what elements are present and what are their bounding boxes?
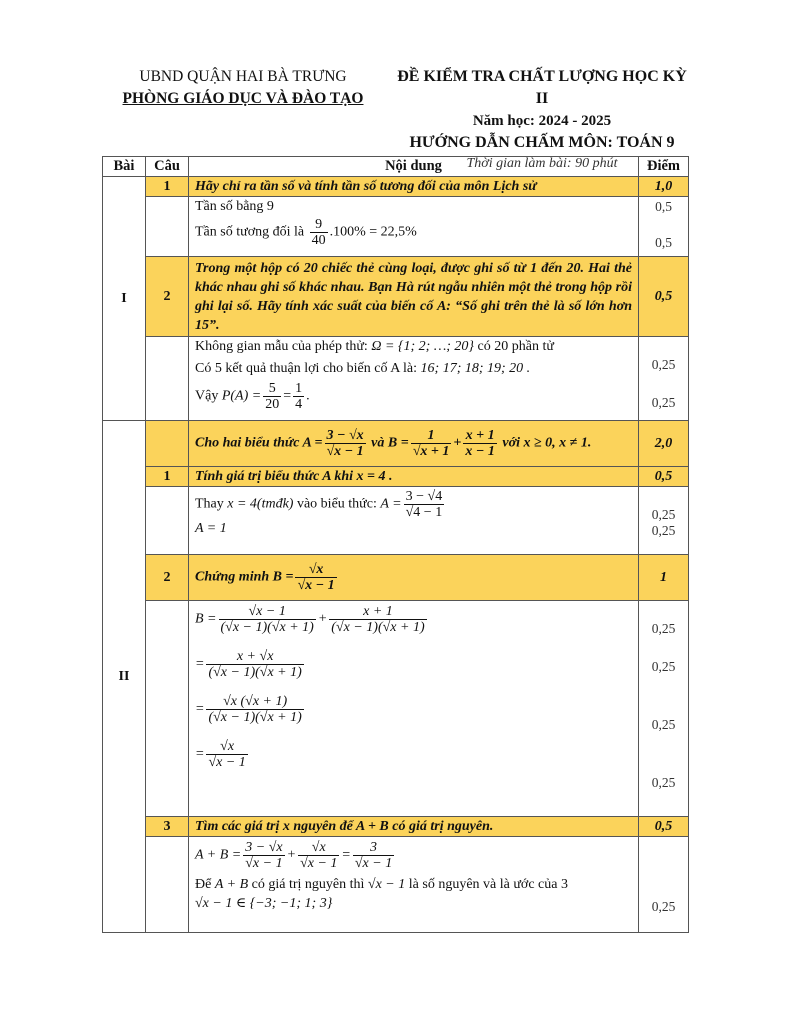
table-row <box>103 487 689 555</box>
authority: UBND QUẬN HAI BÀ TRƯNG <box>139 68 347 85</box>
fraction: $\frac{3 - √x}{√x - 1}$ <box>245 840 283 871</box>
table-row <box>103 555 689 601</box>
header-left <box>112 66 374 110</box>
answer-line: Vậy P(A) = $\frac{5}{20}$ = $\frac{1}{4}$ . <box>195 381 310 412</box>
question-number: 1 <box>146 467 189 487</box>
table-header-row <box>103 157 689 177</box>
fraction: $\frac{√x (√x + 1)}{(√x - 1)(√x + 1)}$ <box>208 694 302 725</box>
answer-line: Tần số bằng 9 <box>195 199 274 214</box>
score-cell: 0,25 0,25 <box>639 337 689 421</box>
fraction: $\frac{1}{√x + 1}$ <box>412 428 450 459</box>
table-row <box>103 837 689 933</box>
question-text: Tìm các giá trị x nguyên để A + B có giá trị nguyên. <box>189 817 639 837</box>
question-text: Chứng minh B = $\frac{√x}{√x - 1}$ <box>189 555 639 601</box>
answer-line: Tần số tương đối là $\frac{9}{40}$ .100% = 22,5% <box>195 217 417 248</box>
guide-title: HƯỚNG DẪN CHẤM MÔN: TOÁN 9 <box>409 134 675 151</box>
fraction: $\frac{√x - 1}{(√x - 1)(√x + 1)}$ <box>220 604 314 635</box>
fraction: $\frac{x + 1}{x - 1}$ <box>465 428 495 459</box>
answer-cell <box>189 837 639 933</box>
fraction: $\frac{3}{√x - 1}$ <box>354 840 393 871</box>
answer-line: Thay x = 4(tmđk) vào biểu thức: A = $\frac{3 - √4}{√4 - 1}$ <box>195 489 443 520</box>
col-bai: Bài <box>103 157 146 177</box>
exam-title: ĐỀ KIỂM TRA CHẤT LƯỢNG HỌC KỲ II <box>397 68 687 107</box>
answer-line: = $\frac{√x (√x + 1)}{(√x - 1)(√x + 1)}$ <box>195 694 302 725</box>
question-points: 0,5 <box>639 817 689 837</box>
fraction: $\frac{3 - √4}{√4 - 1}$ <box>405 489 443 520</box>
answer-cell <box>189 197 639 257</box>
answer-line: Để A + B có giá trị nguyên thì √x − 1 là số nguyên và là ước của 3 <box>195 877 568 892</box>
answer-cell <box>189 601 639 817</box>
table-row <box>103 257 689 337</box>
answer-line: = $\frac{√x}{√x - 1}$ <box>195 739 246 770</box>
fraction: $\frac{√x}{√x - 1}$ <box>300 840 338 871</box>
answer-line: Không gian mẫu của phép thử: Ω = {1; 2; …; 20} có 20 phần tử <box>195 339 554 354</box>
score-cell: 0,5 0,5 <box>639 197 689 257</box>
answer-line: B = $\frac{√x - 1}{(√x - 1)(√x + 1)}$ + $\frac{x + 1}{(√x - 1)(√x + 1)}$ <box>195 604 425 635</box>
fraction: $\frac{5}{20}$ <box>265 381 280 412</box>
answer-line: A = 1 <box>195 521 227 536</box>
score-cell: 0,25 0,25 0,25 0,25 <box>639 601 689 817</box>
answer-cell <box>189 337 639 421</box>
question-points: 0,5 <box>639 467 689 487</box>
table-row <box>103 177 689 197</box>
fraction: $\frac{9}{40}$ <box>311 217 326 248</box>
score-cell: 0,25 <box>639 837 689 933</box>
school-year: Năm học: 2024 - 2025 <box>472 113 612 129</box>
question-text: Cho hai biểu thức A = $\frac{3 - √x}{√x - 1}$ và B = $\frac{1}{√x + 1}$ + $\frac{x + 1}{x - 1}$ với x ≥ 0, x ≠ 1. <box>189 421 639 467</box>
fraction: $\frac{3 - √x}{√x - 1}$ <box>326 428 364 459</box>
question-text: Tính giá trị biểu thức A khi x = 4 . <box>189 467 639 487</box>
col-cau: Câu <box>146 157 189 177</box>
col-diem: Điểm <box>639 157 689 177</box>
col-noi-dung: Nội dung <box>189 157 639 177</box>
answer-cell <box>189 487 639 555</box>
question-points: 1 <box>639 555 689 601</box>
question-points: 2,0 <box>639 421 689 467</box>
question-number: 3 <box>146 817 189 837</box>
fraction: $\frac{√x}{√x - 1}$ <box>297 562 335 593</box>
answer-line: Có 5 kết quả thuận lợi cho biến cố A là: 16; 17; 18; 19; 20 . <box>195 361 531 376</box>
table-row <box>103 601 689 817</box>
question-number: 2 <box>146 555 189 601</box>
question-text: Hãy chỉ ra tần số và tính tần số tương đối của môn Lịch sử <box>189 177 639 197</box>
question-text: Trong một hộp có 20 chiếc thẻ cùng loại, được ghi số từ 1 đến 20. Hai thẻ khác nhau ghi số khác nhau. Bạn Hà rút ngẫu nhiên một thẻ trong hộp rồi ghi lại số. Hãy tính xác suất của biến cố A: “Số ghi trên thẻ là số lớn hơn 15”. <box>189 257 639 337</box>
department: PHÒNG GIÁO DỤC VÀ ĐÀO TẠO <box>122 90 364 107</box>
table-row <box>103 197 689 257</box>
table-row <box>103 421 689 467</box>
fraction: $\frac{√x}{√x - 1}$ <box>208 739 246 770</box>
table-row <box>103 817 689 837</box>
fraction: $\frac{x + 1}{(√x - 1)(√x + 1)}$ <box>331 604 425 635</box>
question-points: 0,5 <box>639 257 689 337</box>
duration: Thời gian làm bài: 90 phút <box>466 156 618 171</box>
part-label-1: I <box>103 177 146 421</box>
answer-line: = $\frac{x + √x}{(√x - 1)(√x + 1)}$ <box>195 649 302 680</box>
fraction: $\frac{1}{4}$ <box>295 381 303 412</box>
table-row <box>103 337 689 421</box>
grading-table <box>102 156 689 933</box>
score-cell: 0,25 0,25 <box>639 487 689 555</box>
part-label-2: II <box>103 421 146 933</box>
fraction: $\frac{x + √x}{(√x - 1)(√x + 1)}$ <box>208 649 302 680</box>
answer-line: √x − 1 ∈ {−3; −1; 1; 3} <box>195 896 333 911</box>
question-number: 2 <box>146 257 189 337</box>
table-row <box>103 467 689 487</box>
question-number: 1 <box>146 177 189 197</box>
answer-line: A + B = $\frac{3 - √x}{√x - 1}$ + $\frac{√x}{√x - 1}$ = $\frac{3}{√x - 1}$ <box>195 840 393 871</box>
question-points: 1,0 <box>639 177 689 197</box>
